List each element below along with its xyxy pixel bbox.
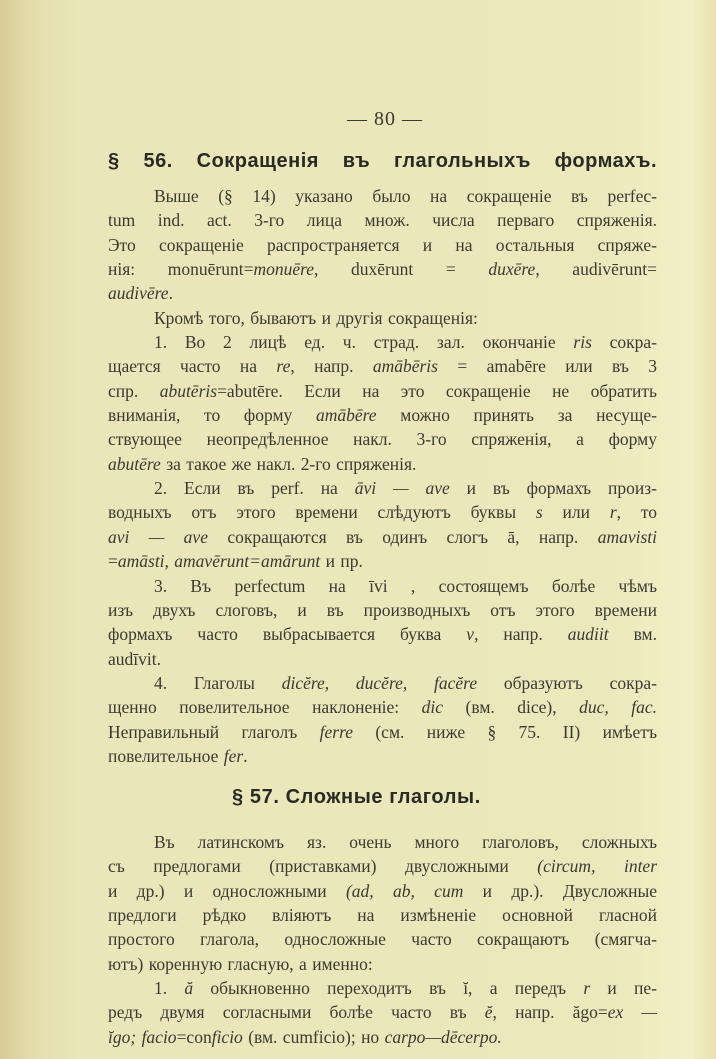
- text-segment: , напр. ăgo=: [492, 1002, 608, 1023]
- italic-text: abutēre: [108, 453, 161, 474]
- text-segment: , то: [616, 502, 658, 523]
- text-line: [108, 1025, 657, 1049]
- text-segment: нія: monuērunt=: [108, 259, 254, 280]
- text-segment: =con: [176, 1026, 212, 1047]
- text-segment: .: [243, 745, 248, 766]
- text-line: [108, 830, 657, 854]
- italic-text: amāsti, amavērunt=amārunt: [117, 551, 321, 572]
- text-segment: (вм. dice),: [443, 697, 580, 718]
- text-line: [108, 952, 657, 976]
- text-line: [108, 476, 657, 500]
- text-segment: изъ двухъ слоговъ, и въ производныхъ отъ этого времени: [108, 599, 657, 620]
- italic-text: ficio: [211, 1026, 243, 1047]
- italic-text: (circum, inter: [537, 856, 658, 877]
- text-line: [108, 671, 657, 695]
- text-segment: Кромѣ того, бываютъ и другія сокращенія:: [154, 307, 478, 328]
- text-line: [108, 647, 657, 671]
- text-segment: вниманія, то форму: [108, 405, 316, 426]
- text-line: [108, 903, 657, 927]
- section-56-heading: § 56. Сокращенія въ глагольныхъ формахъ.: [108, 150, 657, 172]
- text-segment: обыкновенно переходитъ въ ĭ, а передъ: [193, 978, 584, 999]
- text-segment: Это сокращеніе распространяется и на остальныя спряже-: [108, 234, 657, 255]
- italic-text: v: [466, 624, 475, 645]
- text-segment: , напр.: [290, 356, 373, 377]
- text-segment: 1. Во 2 лицѣ ед. ч. страд. зал. окончаніе: [154, 332, 574, 353]
- text-segment: (см. ниже § 75. II) имѣетъ: [353, 721, 657, 742]
- text-segment: щается часто на: [108, 356, 277, 377]
- text-line: [108, 427, 657, 451]
- text-segment: , audivērunt=: [535, 259, 658, 280]
- text-line: [108, 500, 657, 524]
- text-segment: .: [168, 283, 173, 304]
- italic-text: carpo—dēcerpo.: [384, 1026, 502, 1047]
- text-segment: или: [542, 502, 610, 523]
- text-segment: Въ латинскомъ яз. очень много глаголовъ, сложныхъ: [154, 832, 657, 852]
- italic-text: ă: [184, 978, 194, 999]
- text-line: [108, 184, 657, 208]
- text-line: [108, 281, 657, 305]
- text-segment: вм.: [608, 624, 657, 645]
- text-segment: = amabēre или въ 3: [437, 356, 657, 377]
- italic-text: r: [583, 978, 591, 999]
- italic-text: amābēre: [315, 405, 377, 426]
- text-line: [108, 744, 657, 768]
- italic-text: r: [609, 502, 617, 523]
- italic-text: audiit: [567, 624, 609, 645]
- text-segment: audīvit.: [108, 648, 161, 669]
- section-56-body: [108, 184, 657, 768]
- italic-text: audivēre: [108, 283, 169, 304]
- text-segment: сокра-: [591, 332, 657, 353]
- text-segment: спр.: [108, 380, 160, 401]
- text-segment: предлоги рѣдко вліяютъ на измѣненіе основной гласной: [108, 905, 657, 926]
- text-line: [108, 354, 657, 378]
- italic-text: ĕ: [484, 1002, 493, 1023]
- italic-text: (ad, ab, cum: [345, 880, 464, 901]
- text-segment: 4. Глаголы: [154, 672, 282, 693]
- text-segment: простого глагола, односложные часто сокращаютъ (смягча-: [108, 929, 657, 950]
- text-segment: =abutēre. Если на это сокращеніе не обратить: [217, 380, 657, 401]
- italic-text: duc, fac.: [579, 697, 657, 718]
- text-segment: tum ind. act. 3-го лица множ. числа перваго спряженія.: [108, 210, 657, 231]
- italic-text: monuēre: [253, 259, 315, 280]
- text-segment: =: [108, 551, 118, 572]
- italic-text: abutēris: [159, 380, 218, 401]
- text-segment: повелительное: [108, 745, 224, 766]
- text-line: [108, 208, 657, 232]
- text-line: [108, 403, 657, 427]
- text-segment: и пр.: [320, 551, 363, 572]
- text-segment: (вм. cumficio); но: [242, 1026, 385, 1047]
- text-line: [108, 233, 657, 257]
- italic-text: ĭgo; facio: [108, 1026, 177, 1047]
- text-line: [108, 549, 657, 573]
- text-segment: образуютъ сокра-: [477, 672, 657, 693]
- text-segment: водныхъ отъ этого времени слѣдуютъ буквы: [108, 502, 536, 523]
- text-segment: 1.: [154, 978, 185, 999]
- text-line: [108, 720, 657, 744]
- italic-text: dicĕre, ducĕre, facĕre: [281, 672, 478, 693]
- italic-text: ferre: [319, 721, 354, 742]
- text-segment: ютъ) коренную гласную, а именно:: [108, 953, 373, 974]
- text-segment: редъ двумя согласными болѣе часто въ: [108, 1002, 485, 1023]
- italic-text: s: [535, 502, 543, 523]
- text-segment: , напр.: [474, 624, 568, 645]
- text-line: [108, 330, 657, 354]
- text-line: [108, 257, 657, 281]
- text-line: [108, 598, 657, 622]
- italic-text: ex —: [607, 1002, 657, 1023]
- section-57-heading: § 57. Сложные глаголы.: [232, 786, 481, 808]
- italic-text: fer: [223, 745, 244, 766]
- text-segment: съ предлогами (приставками) двусложными: [108, 856, 538, 877]
- italic-text: amābēris: [372, 356, 438, 377]
- text-segment: и пе-: [590, 978, 658, 999]
- text-segment: 2. Если въ perf. на: [154, 478, 355, 499]
- text-segment: 3. Въ perfectum на īvi , состоящемъ болѣе чѣмъ: [154, 575, 657, 596]
- text-segment: и др.) и односложными: [108, 880, 346, 901]
- text-line: [108, 574, 657, 598]
- text-line: [108, 379, 657, 403]
- text-line: [108, 1000, 657, 1024]
- text-segment: и въ формахъ произ-: [449, 478, 657, 499]
- text-segment: формахъ часто выбрасывается буква: [108, 624, 467, 645]
- text-segment: , duxērunt =: [314, 259, 489, 280]
- text-segment: Выше (§ 14) указано было на сокращеніе въ perfec-: [154, 186, 657, 206]
- italic-text: duxēre: [488, 259, 536, 280]
- text-segment: сокращаются въ одинъ слогъ ā, напр.: [207, 526, 598, 547]
- text-segment: можно принять за несуще-: [376, 405, 657, 426]
- text-line: [108, 525, 657, 549]
- text-line: [108, 306, 657, 330]
- text-segment: за такое же накл. 2-го спряженія.: [160, 453, 417, 474]
- text-line: [108, 854, 657, 878]
- text-segment: и др.). Двусложные: [463, 880, 658, 901]
- text-line: [108, 976, 657, 1000]
- text-line: [108, 879, 657, 903]
- text-segment: ствующее неопредѣленное накл. 3-го спряженія, а форму: [108, 429, 657, 450]
- text-line: [108, 622, 657, 646]
- page-number: — 80 —: [347, 108, 423, 130]
- italic-text: re: [276, 356, 291, 377]
- italic-text: amavisti: [597, 526, 657, 547]
- text-segment: щенно повелительное наклоненіе:: [108, 697, 422, 718]
- text-line: [108, 452, 657, 476]
- italic-text: āvi — ave: [354, 478, 450, 499]
- italic-text: dic: [421, 697, 444, 718]
- italic-text: ris: [573, 332, 592, 353]
- section-57-body: [108, 830, 657, 1049]
- text-line: [108, 695, 657, 719]
- text-segment: Неправильный глаголъ: [108, 721, 320, 742]
- text-line: [108, 927, 657, 951]
- italic-text: avi — ave: [108, 526, 208, 547]
